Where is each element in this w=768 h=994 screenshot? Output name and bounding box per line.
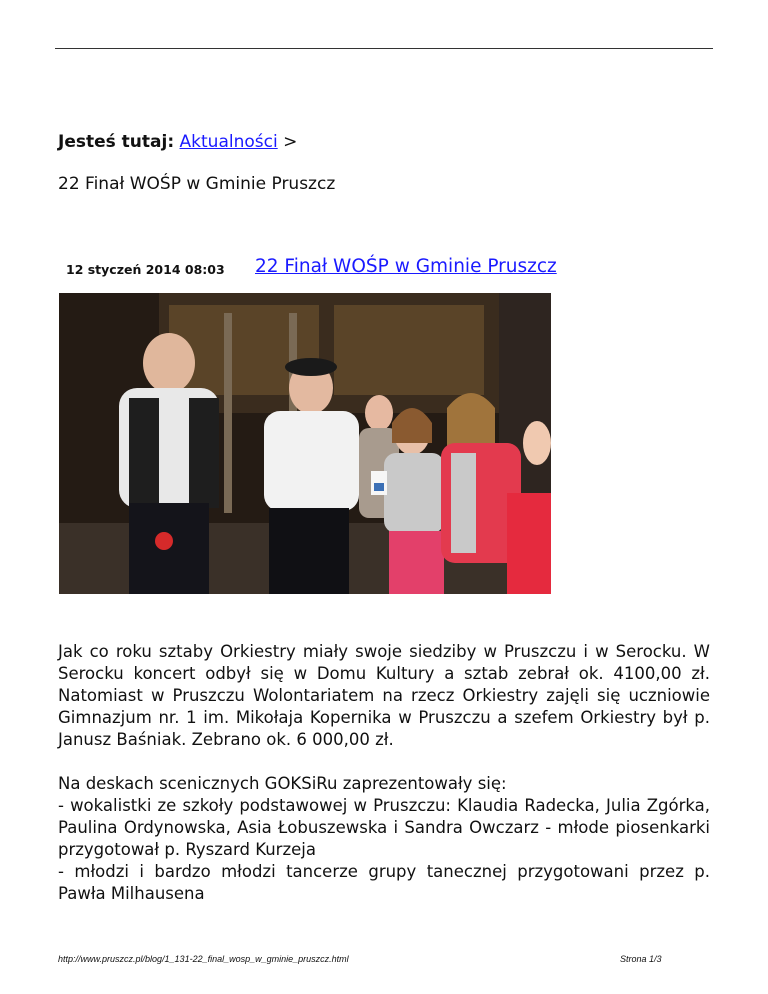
- breadcrumb-separator: >: [283, 132, 298, 152]
- footer-page-number: Strona 1/3: [620, 954, 662, 964]
- article-photo: [59, 293, 551, 594]
- breadcrumb: [58, 132, 297, 152]
- top-rule: [55, 48, 713, 49]
- performers-vocalists: - wokalistki ze szkoły podstawowej w Pruszczu: Klaudia Radecka, Julia Zgórka, Paulina Ordynowska, Asia Łobuszewska i Sandra Owczarz - młode piosenkarki przygotował p. Ryszard Kurzeja: [58, 796, 710, 859]
- article-paragraph: [58, 773, 710, 905]
- article-date: 12 styczeń 2014 08:03: [66, 262, 225, 277]
- performers-dancers: - młodzi i bardzo młodzi tancerze grupy tanecznej przygotowani przez p. Pawła Milhausena: [58, 862, 710, 903]
- breadcrumb-label: Jesteś tutaj:: [58, 132, 175, 152]
- breadcrumb-link-news[interactable]: Aktualności: [179, 132, 278, 152]
- article-body: [58, 641, 710, 905]
- article-title-link[interactable]: 22 Finał WOŚP w Gminie Pruszcz: [255, 256, 557, 277]
- footer-url: http://www.pruszcz.pl/blog/1_131-22_final_wosp_w_gminie_pruszcz.html: [58, 954, 349, 964]
- performers-intro: Na deskach scenicznych GOKSiRu zaprezentowały się:: [58, 774, 507, 793]
- page-subtitle: 22 Finał WOŚP w Gminie Pruszcz: [58, 174, 336, 194]
- article-paragraph: Jak co roku sztaby Orkiestry miały swoje siedziby w Pruszczu i w Serocku. W Serocku koncert odbył się w Domu Kultury a sztab zebrał ok. 4100,00 zł. Natomiast w Pruszczu Wolontariatem na rzecz Orkiestry zajęli się uczniowie Gimnazjum nr. 1 im. Mikołaja Kopernika w Pruszczu a szefem Orkiestry był p. Janusz Baśniak. Zebrano ok. 6 000,00 zł.: [58, 642, 710, 749]
